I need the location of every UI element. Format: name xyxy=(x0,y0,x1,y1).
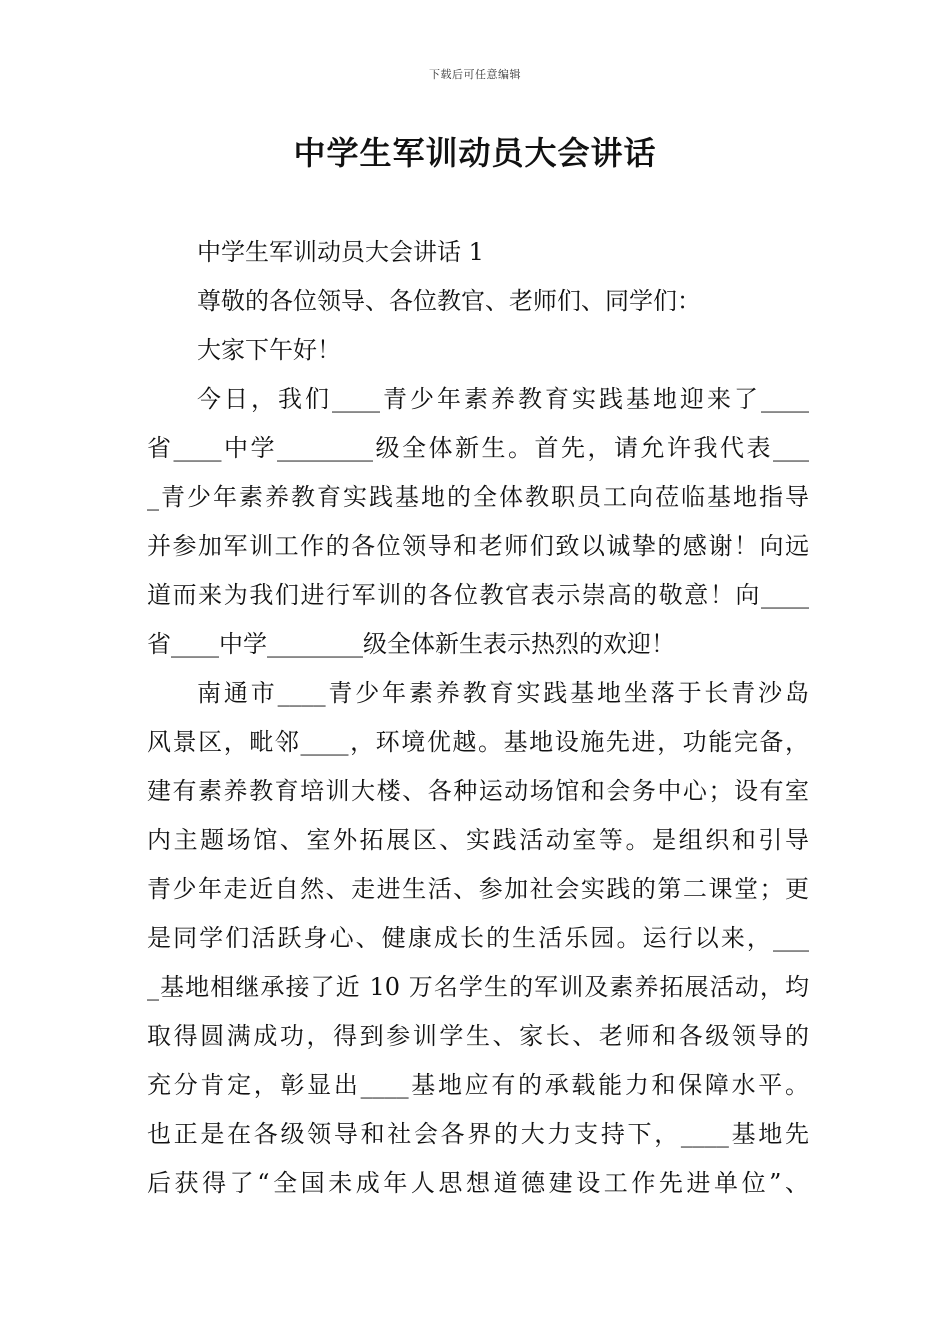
text-line: 省____中学________级全体新生表示热烈的欢迎！ xyxy=(147,630,675,658)
text-line: 风景区，毗邻____，环境优越。基地设施先进，功能完备， xyxy=(147,728,809,756)
text-line: 南通市____青少年素养教育实践基地坐落于长青沙岛 xyxy=(197,679,809,707)
text-line: 省____中学________级全体新生。首先，请允许我代表___ xyxy=(147,434,809,462)
text-line: 并参加军训工作的各位领导和老师们致以诚挚的感谢！向远 xyxy=(147,532,809,560)
text-line: 尊敬的各位领导、各位教官、老师们、同学们： xyxy=(197,287,701,315)
header-note: 下载后可任意编辑 xyxy=(429,68,521,81)
text-line: 也正是在各级领导和社会各界的大力支持下，____基地先 xyxy=(147,1120,809,1148)
document-body xyxy=(147,228,809,1208)
text-line: _青少年素养教育实践基地的全体教职员工向莅临基地指导 xyxy=(147,483,809,511)
text-line: 中学生军训动员大会讲话 1 xyxy=(197,238,484,266)
text-line: _基地相继承接了近 10 万名学生的军训及素养拓展活动，均 xyxy=(147,973,809,1001)
text-line: 青少年走近自然、走进生活、参加社会实践的第二课堂；更 xyxy=(147,875,809,903)
text-line: 后获得了“全国未成年人思想道德建设工作先进单位”、 xyxy=(147,1169,809,1197)
document-title: 中学生军训动员大会讲话 xyxy=(293,134,657,172)
text-line: 内主题场馆、室外拓展区、实践活动室等。是组织和引导 xyxy=(147,826,809,854)
text-line: 建有素养教育培训大楼、各种运动场馆和会务中心；设有室 xyxy=(147,777,809,805)
text-line: 充分肯定，彰显出____基地应有的承载能力和保障水平。 xyxy=(147,1071,809,1099)
text-line: 今日，我们____青少年素养教育实践基地迎来了____ xyxy=(197,385,809,413)
text-line: 是同学们活跃身心、健康成长的生活乐园。运行以来，___ xyxy=(147,924,809,952)
text-line: 道而来为我们进行军训的各位教官表示崇高的敬意！向____ xyxy=(147,581,809,609)
text-line: 大家下午好！ xyxy=(197,336,341,364)
text-line: 取得圆满成功，得到参训学生、家长、老师和各级领导的 xyxy=(147,1022,809,1050)
